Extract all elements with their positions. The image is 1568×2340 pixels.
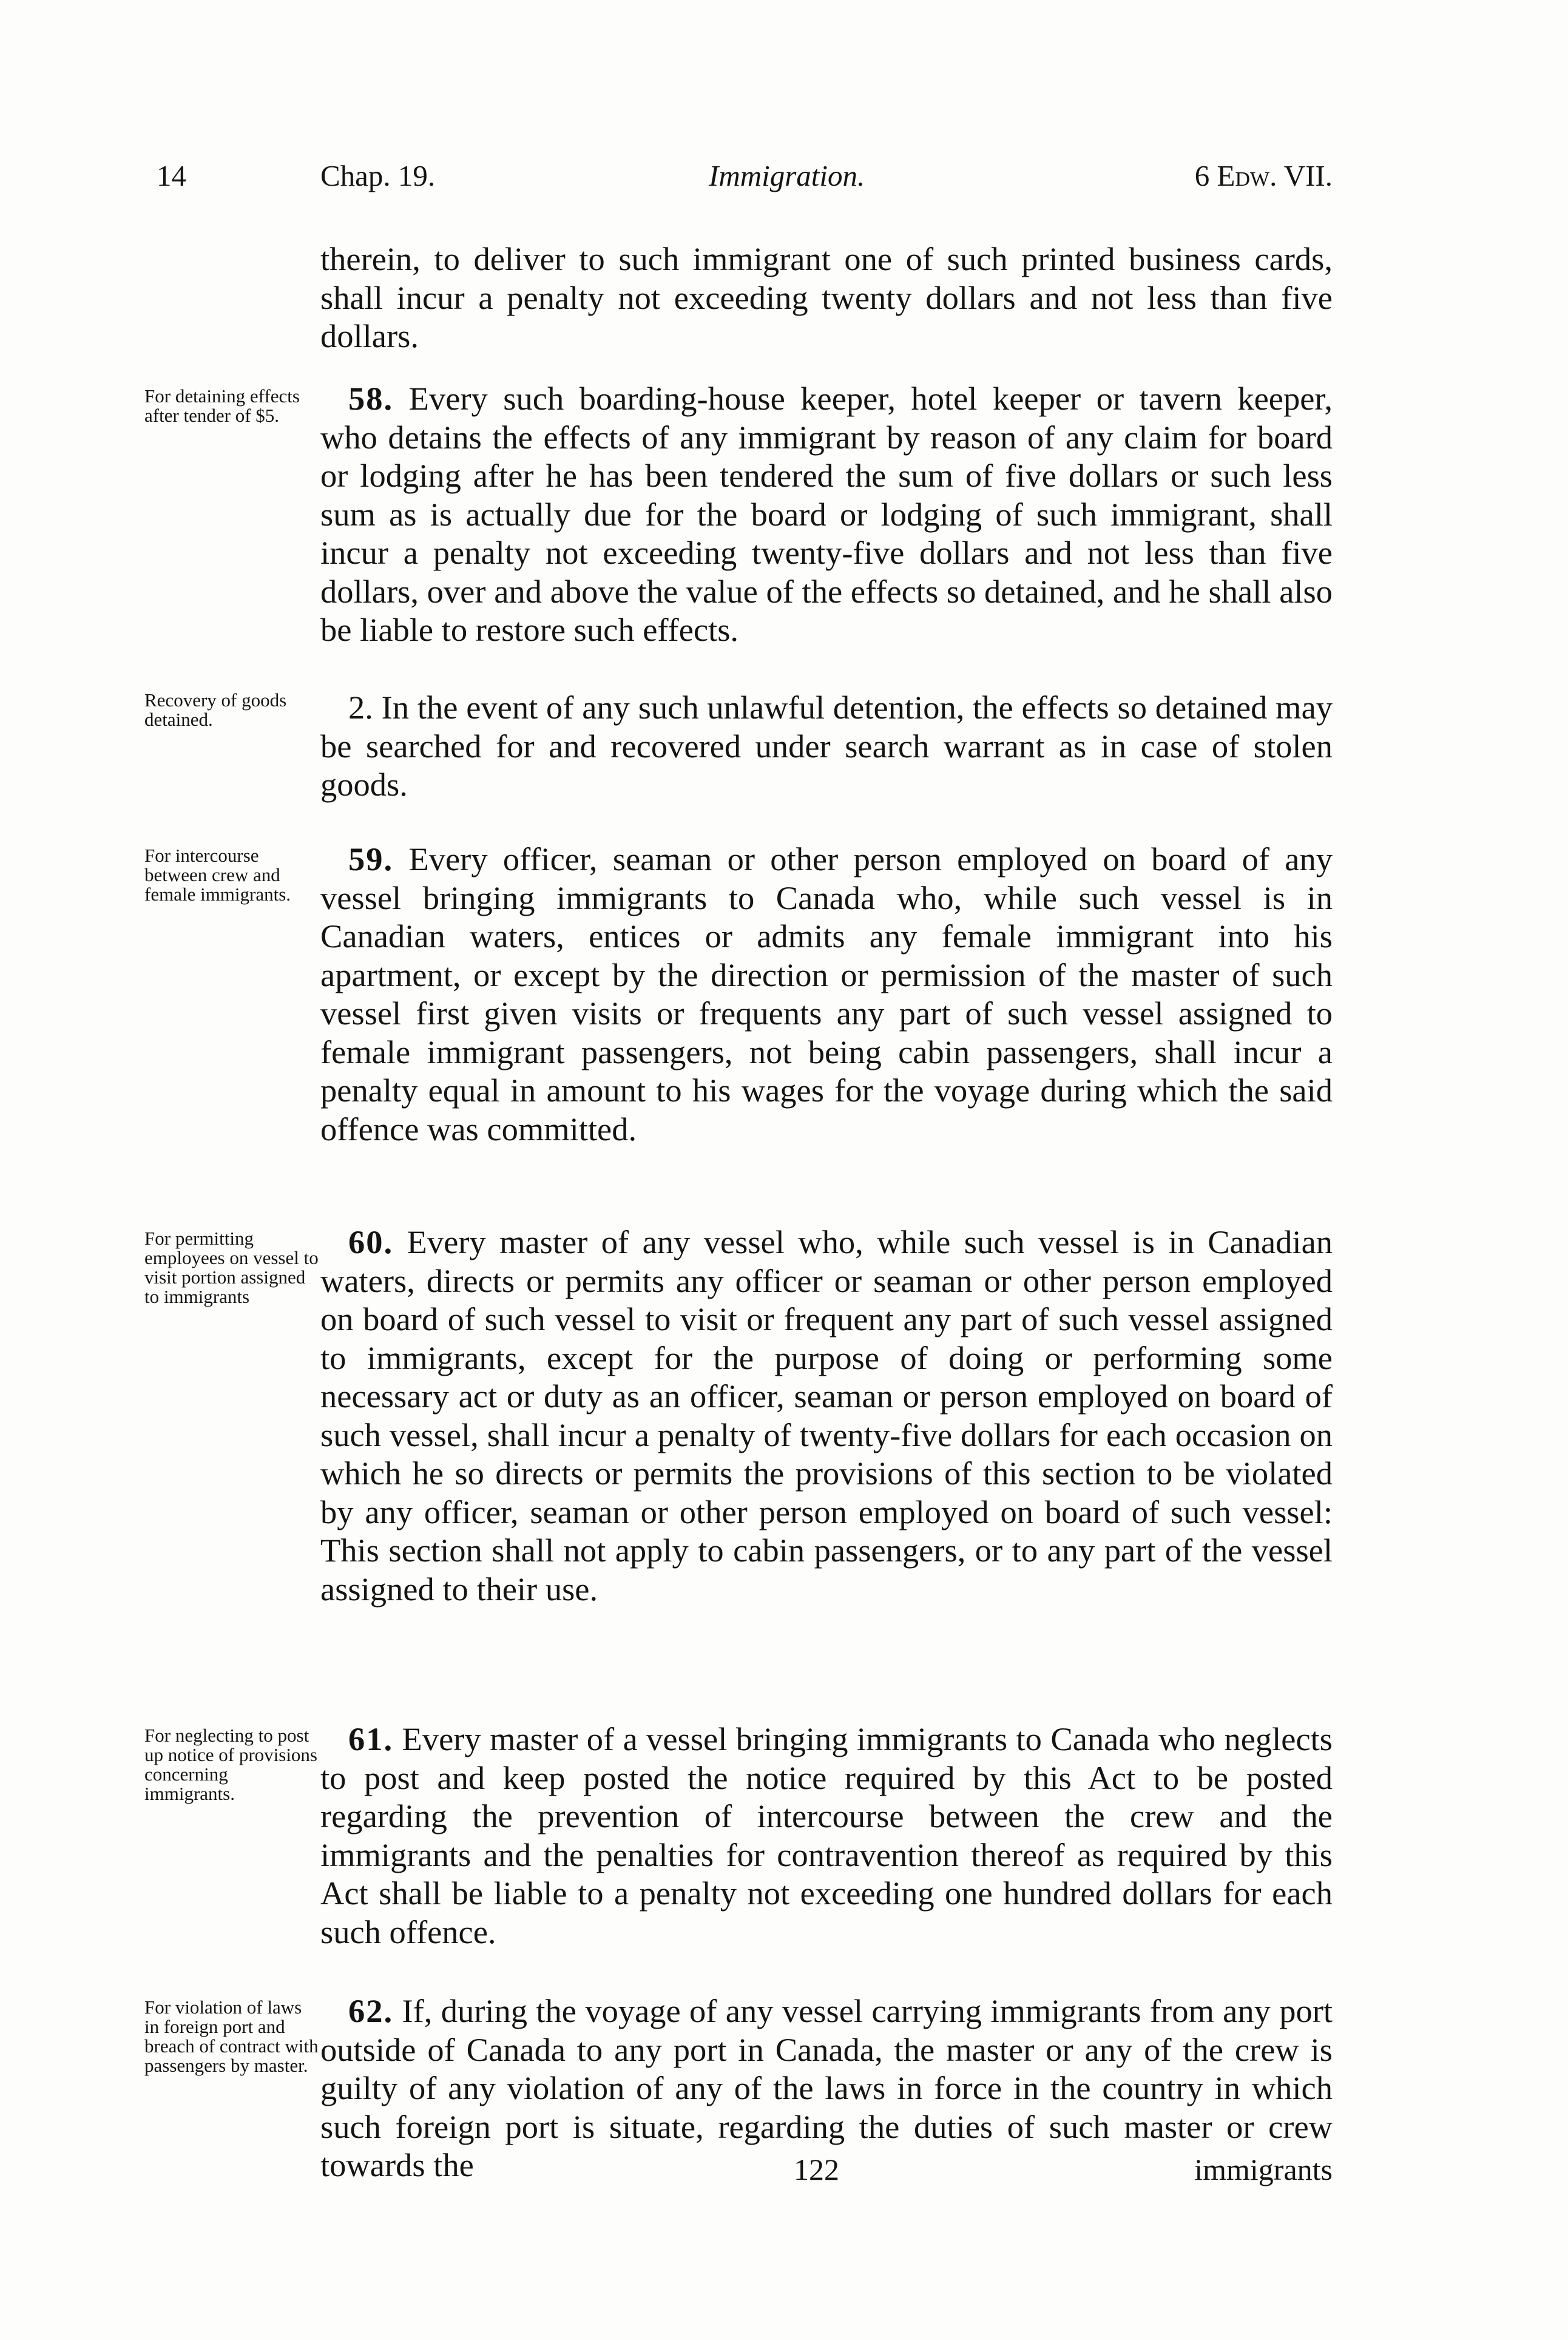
margin-note-59: For intercourse between crew and female immigrants. <box>144 845 291 905</box>
section-61-body: Every master of a vessel bringing immigrants to Canada who neglects to post and keep posted the notice required by this Act to be posted regarding the prevention of intercourse between the crew and the immigrants and the penalties for contravention thereof as required by this Act shall be liable to a penalty not exceeding one hundred dollars for each such offence. <box>320 1720 1333 1950</box>
margin-note-62: For violation of laws in foreign port and breach of contract with passengers by master. <box>144 1997 319 2076</box>
page-number: 14 <box>157 159 186 192</box>
section-60-body: Every master of any vessel who, while such vessel is in Canadian waters, directs or permits any officer or seaman or other person employed on board of such vessel to visit or frequent any part of such vessel assigned to immigrants, except for the purpose of doing or performing some necessary act or duty as an officer, seaman or person employed on board of such vessel, shall incur a penalty of twenty-five dollars for each occasion on which he so directs or permits the provisions of this section to be violated by any officer, seaman or other person employed on board of such vessel: This section shall not apply to cabin passengers, or to any part of the vessel assigned to their use. <box>320 1223 1333 1608</box>
section-59-body: Every officer, seaman or other person employed on board of any vessel bringing immigrants to Canada who, while such vessel is in Canadian waters, entices or admits any female immigrant into his apartment, or except by the direction or permission of the master of such vessel first given visits or frequents any part of such vessel assigned to female immigrant passengers, not being cabin passengers, shall incur a penalty equal in amount to his wages for the voyage during which the said offence was committed. <box>320 840 1333 1148</box>
section-61-text <box>320 1720 1333 1951</box>
section-62-body: If, during the voyage of any vessel carrying immigrants from any port outside of Canada to any port in Canada, the master or any of the crew is guilty of any violation of any of the laws in force in the country in which such foreign port is situate, regarding the duties of such master or crew towards the <box>320 1992 1333 2183</box>
section-number-61: 61. <box>348 1720 394 1757</box>
margin-note-58-2: Recovery of goods detained. <box>144 689 287 730</box>
regnal-year-prefix: 6 <box>1194 159 1217 192</box>
section-number-60: 60. <box>348 1223 394 1260</box>
section-number-62: 62. <box>348 1992 394 2029</box>
section-58-2-body: In the event of any such unlawful detention, the effects so detained may be searched for and recovered under search warrant as in case of stolen goods. <box>320 689 1333 803</box>
section-number-59: 59. <box>348 840 394 877</box>
section-58-body: Every such boarding-house keeper, hotel keeper or tavern keeper, who detains the effects of any immigrant by reason of any claim for board or lodging after he has been tendered the sum of five dollars or such less sum as is actually due for the board or lodging of such immigrant, shall incur a penalty not exceeding twenty-five dollars and not less than five dollars, over and above the value of the effects so detained, and he shall also be liable to restore such effects. <box>320 380 1333 648</box>
page-footer <box>320 2148 1333 2191</box>
regnal-year-suffix: VII. <box>1277 159 1333 192</box>
regnal-year <box>1195 152 1333 200</box>
regnal-year-monarch: Edw. <box>1217 159 1277 192</box>
margin-note-61: For neglecting to post up notice of provisions concerning immigrants. <box>144 1725 317 1804</box>
subsection-number-58-2: 2. <box>348 689 373 726</box>
section-59-text <box>320 840 1333 1148</box>
catchword: immigrants <box>1194 2152 1333 2186</box>
folio-number: 122 <box>794 2152 839 2186</box>
chapter-label: Chap. 19. <box>320 159 436 192</box>
continuation-text: therein, to deliver to such immigrant one of such printed business cards, shall incur a penalty not exceeding twenty dollars and not less than five dollars. <box>320 240 1333 354</box>
margin-note-60: For permitting employees on vessel to visit portion assigned to immigrants <box>144 1228 319 1307</box>
running-header <box>157 152 1333 200</box>
section-58-2-text <box>320 688 1333 804</box>
running-title: Immigration. <box>709 159 865 192</box>
section-58-text <box>320 379 1333 649</box>
section-60-text <box>320 1223 1333 1608</box>
section-number-58: 58. <box>348 380 394 417</box>
margin-note-58: For detaining effects after tender of $5. <box>144 385 300 426</box>
